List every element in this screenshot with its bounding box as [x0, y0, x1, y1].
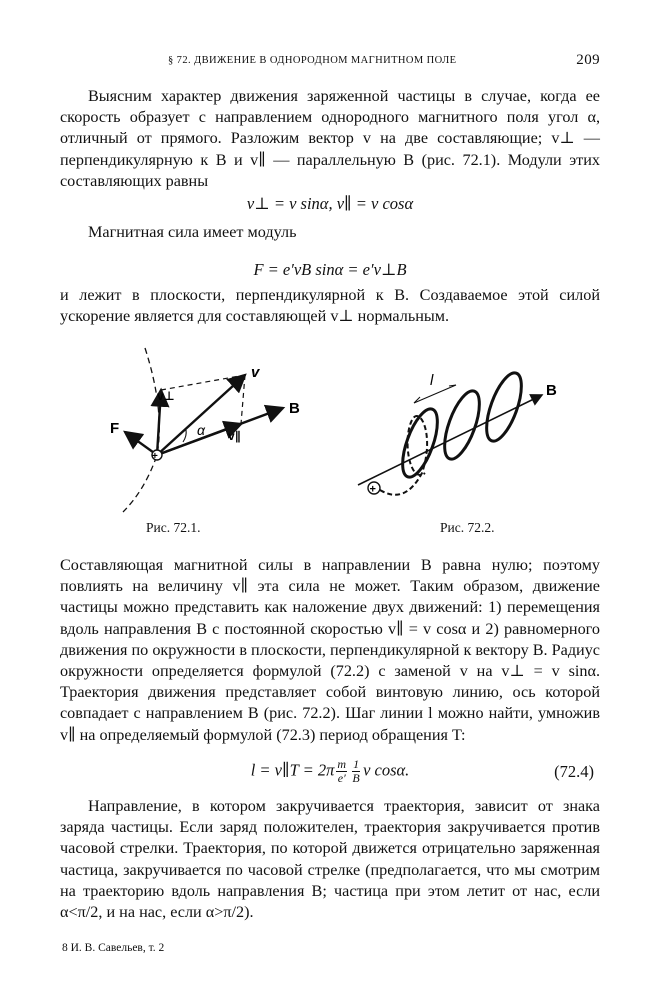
pitch-dimension-line: [414, 385, 456, 403]
velocity-vector: [157, 375, 245, 455]
label-l: l: [430, 372, 434, 389]
helix-turn-3: [479, 369, 528, 446]
label-f: F: [110, 420, 120, 437]
formula-pitch: [60, 758, 600, 785]
paragraph-intro: Выясним характер движения заряженной частицы в случае, когда ее скорость образует с направлением однородного магнитного поля угол α, отличный от прямого. Разложим вектор v на две составляющие; v⊥ — перпендикулярную к B и v∥ — параллельную B (рис. 72.1). Модули этих составляющих равны: [60, 87, 600, 190]
label-v-parallel: v∥: [228, 429, 241, 443]
helix-turn-1: [395, 405, 444, 482]
paragraph-force-modulus: Магнитная сила имеет модуль: [88, 223, 297, 241]
fraction-m-e: $\frac{m}{e'}$: [337, 757, 347, 785]
formula-pitch-rhs: v cosα.: [363, 760, 410, 780]
helix-axis: [358, 395, 542, 485]
figure-72-1: [95, 340, 315, 520]
equation-number: (72.4): [554, 762, 594, 781]
fraction-1-b: $\frac{1}{B}$: [352, 757, 360, 785]
charge-sign: +: [152, 451, 158, 462]
trajectory-arc: [123, 348, 159, 512]
label-v-perp: v⊥: [157, 389, 175, 403]
paragraph-direction: Направление, в котором закручивается траектория, зависит от знака заряда частицы. Если заряд положителен, траектория закручивается против часовой стрелки. Траектория, по которой движется отрицательно заряженная частица, закручивается по часовой стрелке (предполагается, что мы смотрим на траекторию вдоль направления B; частица при этом летит от нас, если α<π/2, и на нас, если α>π/2).: [60, 797, 600, 922]
formula-components: v⊥ = v sinα, v∥ = v cosα: [246, 194, 414, 213]
label-v: v: [251, 364, 260, 381]
paragraph-helix: Составляющая магнитной силы в направлении B равна нулю; поэтому повлиять на величину v∥ эта сила не может. Таким образом, движение частицы можно представить как наложение двух движений: 1) перемещения вдоль направления B с постоянной скоростью v∥ = v cosα и 2) равномерного движения по окружности в плоскости, перпендикулярной к вектору B. Радиус окружности определяется формулой (72.2) с заменой v на v⊥ = v sinα. Траектория движения представляет собой винтовую линию, ось которой совпадает с направлением B (рис. 72.2). Шаг линии l можно найти, умножив v∥ на определяемый формулой (72.3) период обращения T:: [60, 556, 600, 744]
caption-72-1: Рис. 72.1.: [146, 520, 201, 535]
dashed-line-right: [241, 375, 245, 424]
formula-pitch-lhs: l = v∥T = 2π: [250, 760, 335, 780]
paragraph-force-plane: и лежит в плоскости, перпендикулярной к B. Создаваемое этой силой ускорение является для составляющей v⊥ нормальным.: [60, 286, 600, 326]
label-b: B: [289, 400, 300, 417]
formula-magnetic-force: F = e′vB sinα = e′v⊥B: [253, 260, 407, 279]
caption-72-2: Рис. 72.2.: [440, 520, 495, 535]
page-number: 209: [576, 52, 600, 68]
charge-sign-2: +: [369, 483, 376, 496]
page-footer: 8 И. В. Савельев, т. 2: [62, 942, 165, 954]
label-alpha: α: [197, 422, 205, 438]
page-header: [60, 52, 600, 70]
running-title: § 72. ДВИЖЕНИЕ В ОДНОРОДНОМ МАГНИТНОМ ПОЛЕ: [168, 55, 457, 66]
label-b-2: B: [546, 382, 557, 399]
figure-72-2: [350, 355, 590, 515]
